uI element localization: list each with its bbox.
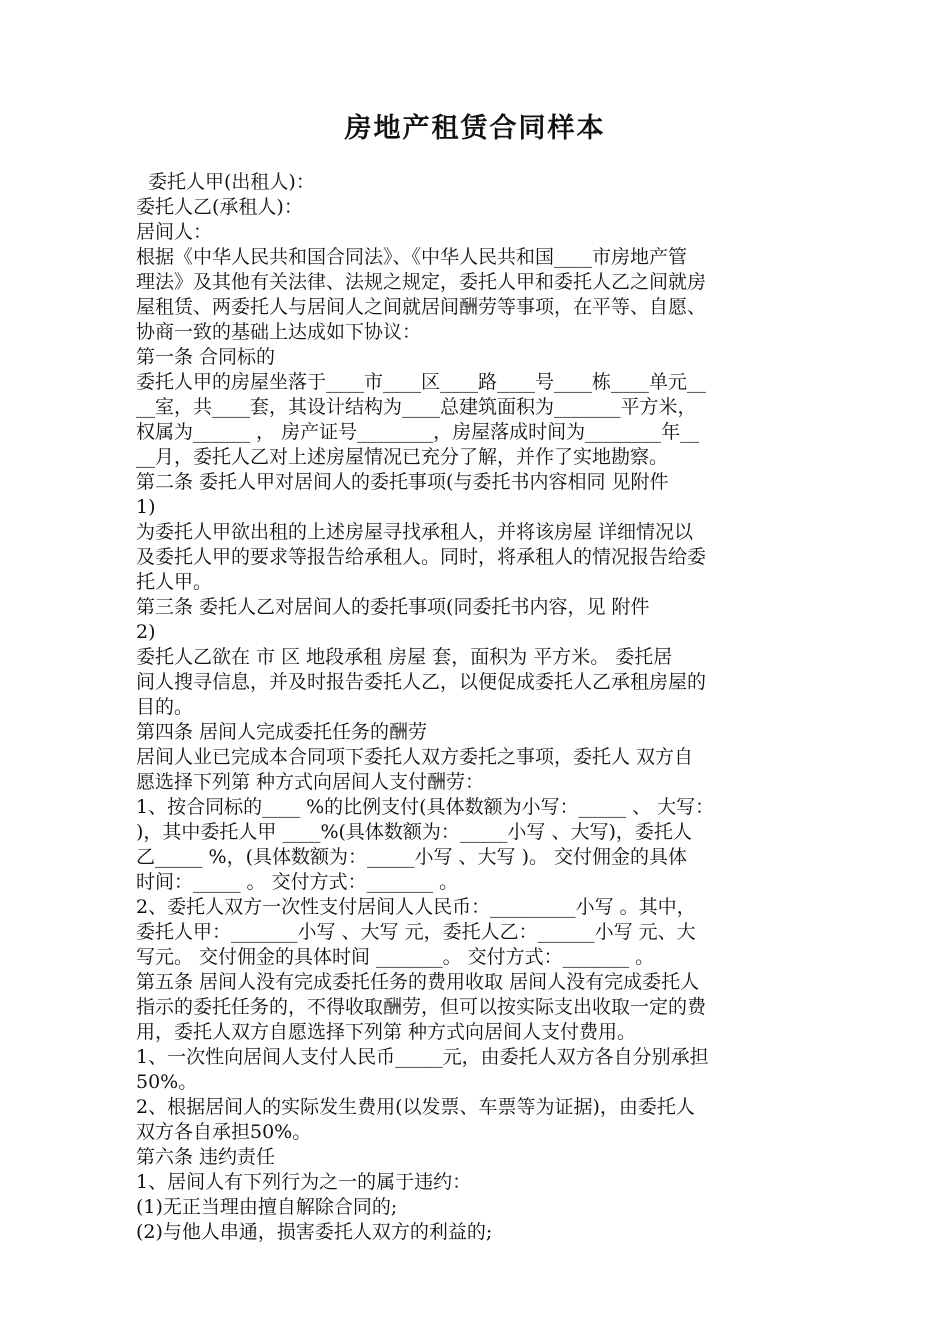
text-line: 指示的委托任务的，不得收取酬劳，但可以按实际支出收取一定的费 [136,996,707,1018]
text-line: 2、委托人双方一次性支付居间人人民币：_________小写 。其中， [136,896,696,918]
text-line: 第一条 合同标的 [136,346,276,368]
text-line: 写元。 交付佣金的具体时间 _______。 交付方式：_______ 。 [136,946,655,968]
document-body [136,170,826,1245]
text-line: 屋租赁、两委托人与居间人之间就居间酬劳等事项，在平等、自愿、 [136,296,707,318]
text-line: 50%。 [136,1071,198,1093]
text-line: 第五条 居间人没有完成委托任务的费用收取 居间人没有完成委托人 [136,971,700,993]
text-line: )，其中委托人甲 ____%(具体数额为：_____小写 、大写)，委托人 [136,821,692,843]
text-line: 委托人乙(承租人)： [136,196,303,218]
text-line: 根据《中华人民共和国合同法》、《中华人民共和国____市房地产管 [136,246,688,268]
text-line: 1、居间人有下列行为之一的属于违约： [136,1171,472,1193]
text-line: 协商一致的基础上达成如下协议： [136,321,422,343]
text-line: 2) [136,621,156,643]
text-line: 居间人： [136,221,213,243]
text-line: 第四条 居间人完成委托任务的酬劳 [136,721,428,743]
text-line: 乙_____ %，(具体数额为：_____小写 、大写 )。 交付佣金的具体 [136,846,688,868]
text-line: 委托人甲的房屋坐落于____市____区____路____号____栋____单元__ [136,371,707,393]
text-line: 1) [136,496,156,518]
text-line: 愿选择下列第 种方式向居间人支付酬劳： [136,771,485,793]
document-title: 房地产租赁合同样本 [344,113,606,144]
text-line: 间人搜寻信息，并及时报告委托人乙，以便促成委托人乙承租房屋的 [136,671,707,693]
text-line: 用，委托人双方自愿选择下列第 种方式向居间人支付费用。 [136,1021,637,1043]
text-line: 双方各自承担50%。 [136,1121,312,1143]
text-line: 第二条 委托人甲对居间人的委托事项(与委托书内容相同 见附件 [136,471,669,493]
text-line: __室，共____套，其设计结构为____总建筑面积为_______平方米， [136,396,697,418]
text-line: 理法》及其他有关法律、法规之规定，委托人甲和委托人乙之间就房 [136,271,707,293]
text-line: 时间：_____ 。 交付方式：_______ 。 [136,871,459,893]
text-line: 为委托人甲欲出租的上述房屋寻找承租人，并将该房屋 详细情况以 [136,521,694,543]
text-line: 第六条 违约责任 [136,1146,276,1168]
text-line: (2)与他人串通，损害委托人双方的利益的; [136,1221,493,1243]
text-line: 委托人甲(出租人)： [148,171,315,193]
text-line: 委托人乙欲在 市 区 地段承租 房屋 套，面积为 平方米。 委托居 [136,646,673,668]
text-line: (1)无正当理由擅自解除合同的; [136,1196,398,1218]
text-line: 目的。 [136,696,194,718]
text-line: 及委托人甲的要求等报告给承租人。同时，将承租人的情况报告给委 [136,546,707,568]
text-line: 1、一次性向居间人支付人民币_____元，由委托人双方各自分别承担 [136,1046,709,1068]
text-line: 1、按合同标的____ %的比例支付(具体数额为小写：_____ 、 大写： [136,796,715,818]
text-line: 委托人甲：_______小写 、大写 元，委托人乙：______小写 元、大 [136,921,696,943]
text-line: 居间人业已完成本合同项下委托人双方委托之事项，委托人 双方自 [136,746,694,768]
text-line: 权属为______ ， 房产证号________，房屋落成时间为________年__ [136,421,700,443]
text-line: __月，委托人乙对上述房屋情况已充分了解，并作了实地勘察。 [136,446,669,468]
text-line: 第三条 委托人乙对居间人的委托事项(同委托书内容，见 附件 [136,596,650,618]
text-line: 托人甲。 [136,571,213,593]
text-line: 2、根据居间人的实际发生费用(以发票、车票等为证据)，由委托人 [136,1096,695,1118]
